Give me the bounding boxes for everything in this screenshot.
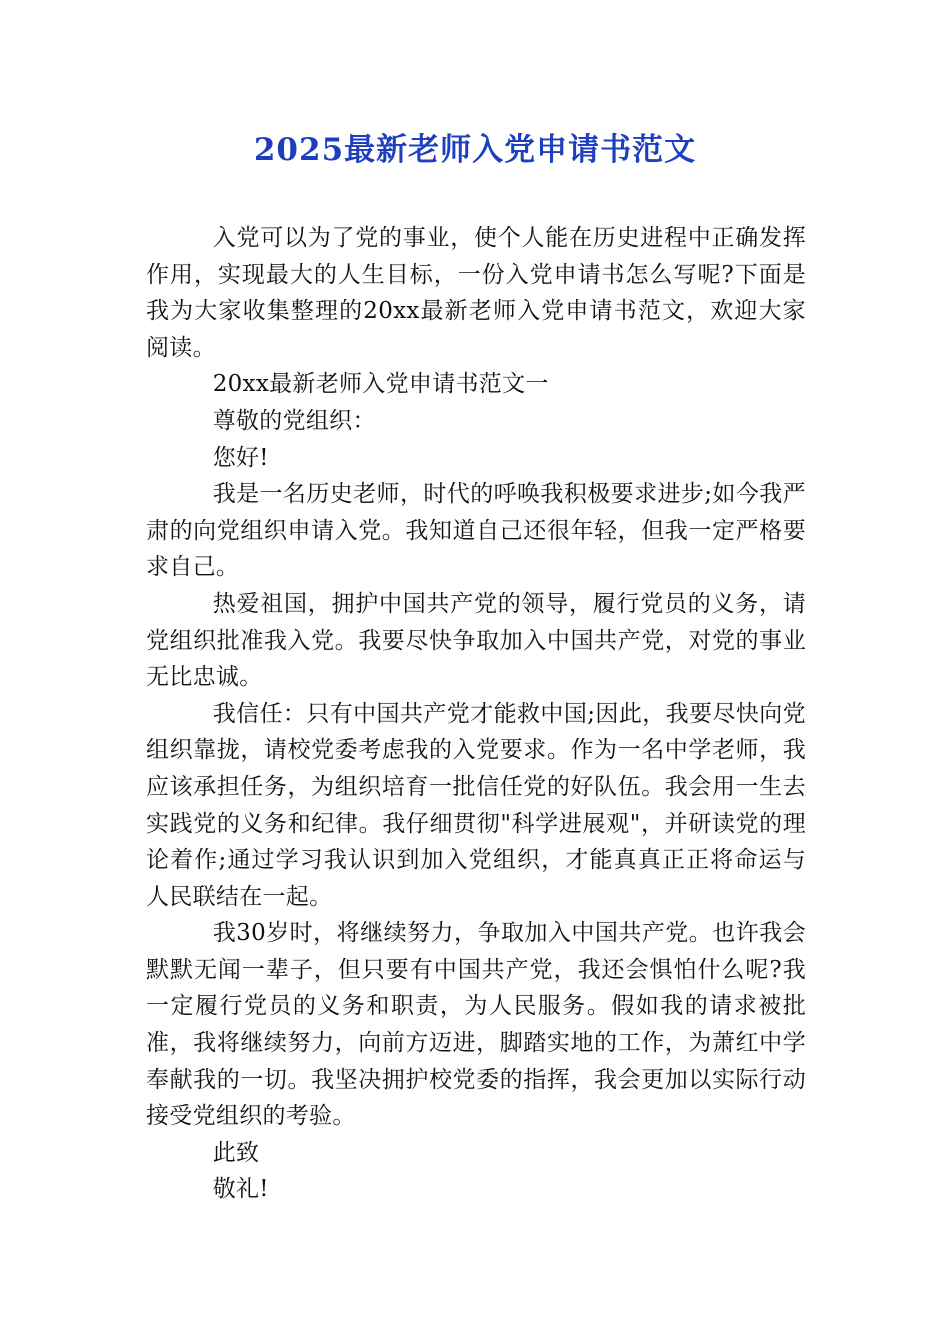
paragraph-intro: 入党可以为了党的事业，使个人能在历史进程中正确发挥作用，实现最大的人生目标，一份入党申请书怎么写呢?下面是我为大家收集整理的20xx最新老师入党申请书范文，欢迎大家阅读。 [146,225,806,361]
paragraph-greeting: 您好! [212,444,269,471]
paragraph-closing-2: 敬礼! [212,1176,269,1203]
paragraph-closing-1: 此致 [212,1139,260,1166]
paragraph-body-1: 我是一名历史老师，时代的呼唤我积极要求进步;如今我严肃的向党组织申请入党。我知道自己还很年轻，但我一定严格要求自己。 [146,481,806,581]
paragraph-body-4: 我30岁时，将继续努力，争取加入中国共产党。也许我会默默无闻一辈子，但只要有中国共产党，我还会惧怕什么呢?我一定履行党员的义务和职责，为人民服务。假如我的请求被批准，我将继续努力，向前方迈进，脚踏实地的工作，为萧红中学奉献我的一切。我坚决拥护校党委的指挥，我会更加以实际行动接受党组织的考验。 [146,920,806,1130]
document-body [146,220,806,1208]
paragraph-body-2: 热爱祖国，拥护中国共产党的领导，履行党员的义务，请党组织批准我入党。我要尽快争取加入中国共产党，对党的事业无比忠诚。 [146,590,806,691]
paragraph-salutation: 尊敬的党组织： [212,407,376,434]
paragraph-body-3: 我信任：只有中国共产党才能救中国;因此，我要尽快向党组织靠拢，请校党委考虑我的入党要求。作为一名中学老师，我应该承担任务，为组织培育一批信任党的好队伍。我会用一生去实践党的义务和纪律。我仔细贯彻"科学进展观"，并研读党的理论着作;通过学习我认识到加入党组织，才能真真正正将命运与人民联结在一起。 [146,700,806,910]
paragraph-subtitle: 20xx最新老师入党申请书范文一 [212,371,549,398]
document-title: 2025最新老师入党申请书范文 [253,132,697,168]
